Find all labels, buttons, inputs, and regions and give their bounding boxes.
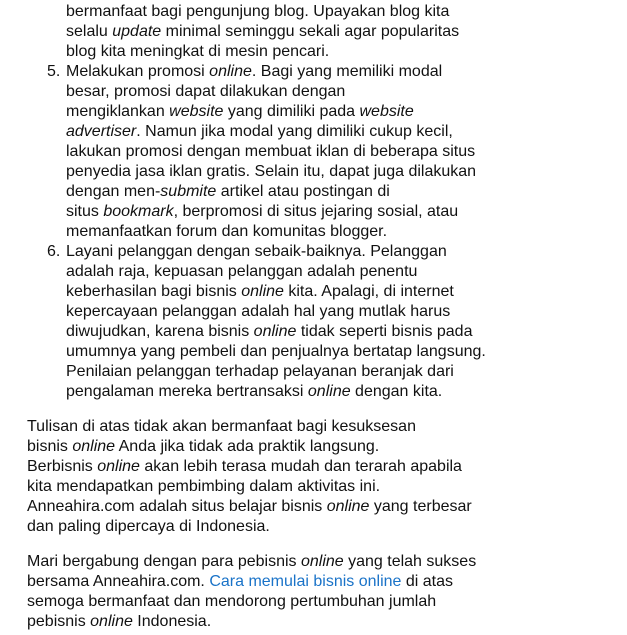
paragraph-line: bersama Anneahira.com. Cara memulai bisnis online di atas <box>27 573 454 590</box>
list-line: kepercayaan pelanggan adalah hal yang mutlak harus <box>66 303 451 320</box>
list-line: Melakukan promosi online. Bagi yang memiliki modal <box>66 63 443 80</box>
list-line: penyedia jasa iklan gratis. Selain itu, dapat juga dilakukan <box>66 163 477 180</box>
list-line: besar, promosi dapat dilakukan dengan <box>66 83 346 100</box>
list-line: situs bookmark, berpromosi di situs jejaring sosial, atau <box>66 203 459 220</box>
list-line: selalu update minimal seminggu sekali agar popularitas <box>66 23 460 40</box>
list-line: Penilaian pelanggan terhadap pelayanan beranjak dari <box>66 363 454 380</box>
paragraph-line: bisnis online Anda jika tidak ada praktik langsung. <box>27 438 380 455</box>
list-line: adalah raja, kepuasan pelanggan adalah penentu <box>66 263 418 280</box>
list-line: bermanfaat bagi pengunjung blog. Upayakan blog kita <box>66 3 450 20</box>
paragraph-line: pebisnis online Indonesia. <box>27 613 212 630</box>
list-line: diwujudkan, karena bisnis online tidak seperti bisnis pada <box>66 323 473 340</box>
paragraph-line: dan paling dipercaya di Indonesia. <box>27 518 270 535</box>
list-line: mengiklankan website yang dimiliki pada website <box>66 103 414 120</box>
paragraph-line: kita mendapatkan pembimbing dalam aktivitas ini. <box>27 478 381 495</box>
paragraph-line: Mari bergabung dengan para pebisnis online yang telah sukses <box>27 553 477 570</box>
paragraph-line: Berbisnis online akan lebih terasa mudah dan terarah apabila <box>27 458 462 475</box>
list-line: Layani pelanggan dengan sebaik-baiknya. Pelanggan <box>66 243 447 260</box>
paragraph-line: Tulisan di atas tidak akan bermanfaat bagi kesuksesan <box>27 418 416 435</box>
paragraph-line: semoga bermanfaat dan mendorong pertumbuhan jumlah <box>27 593 437 610</box>
list-line: umumnya yang pembeli dan penjualnya bertatap langsung. <box>66 343 486 360</box>
list-number: 6. <box>47 243 61 260</box>
list-line: lakukan promosi dengan membuat iklan di beberapa situs <box>66 143 476 160</box>
list-number: 5. <box>47 63 61 80</box>
list-line: blog kita meningkat di mesin pencari. <box>66 43 330 60</box>
list-line: keberhasilan bagi bisnis online kita. Apalagi, di internet <box>66 283 454 300</box>
paragraph-line: Anneahira.com adalah situs belajar bisnis online yang terbesar <box>27 498 472 515</box>
list-line: memanfaatkan forum dan komunitas blogger. <box>66 223 388 240</box>
list-line: pengalaman mereka bertransaksi online dengan kita. <box>66 383 443 400</box>
list-line: dengan men-submite artikel atau postingan di <box>66 183 390 200</box>
bisnis-online-link[interactable]: Cara memulai bisnis online <box>209 573 402 590</box>
list-line: advertiser. Namun jika modal yang dimiliki cukup kecil, <box>66 123 453 140</box>
